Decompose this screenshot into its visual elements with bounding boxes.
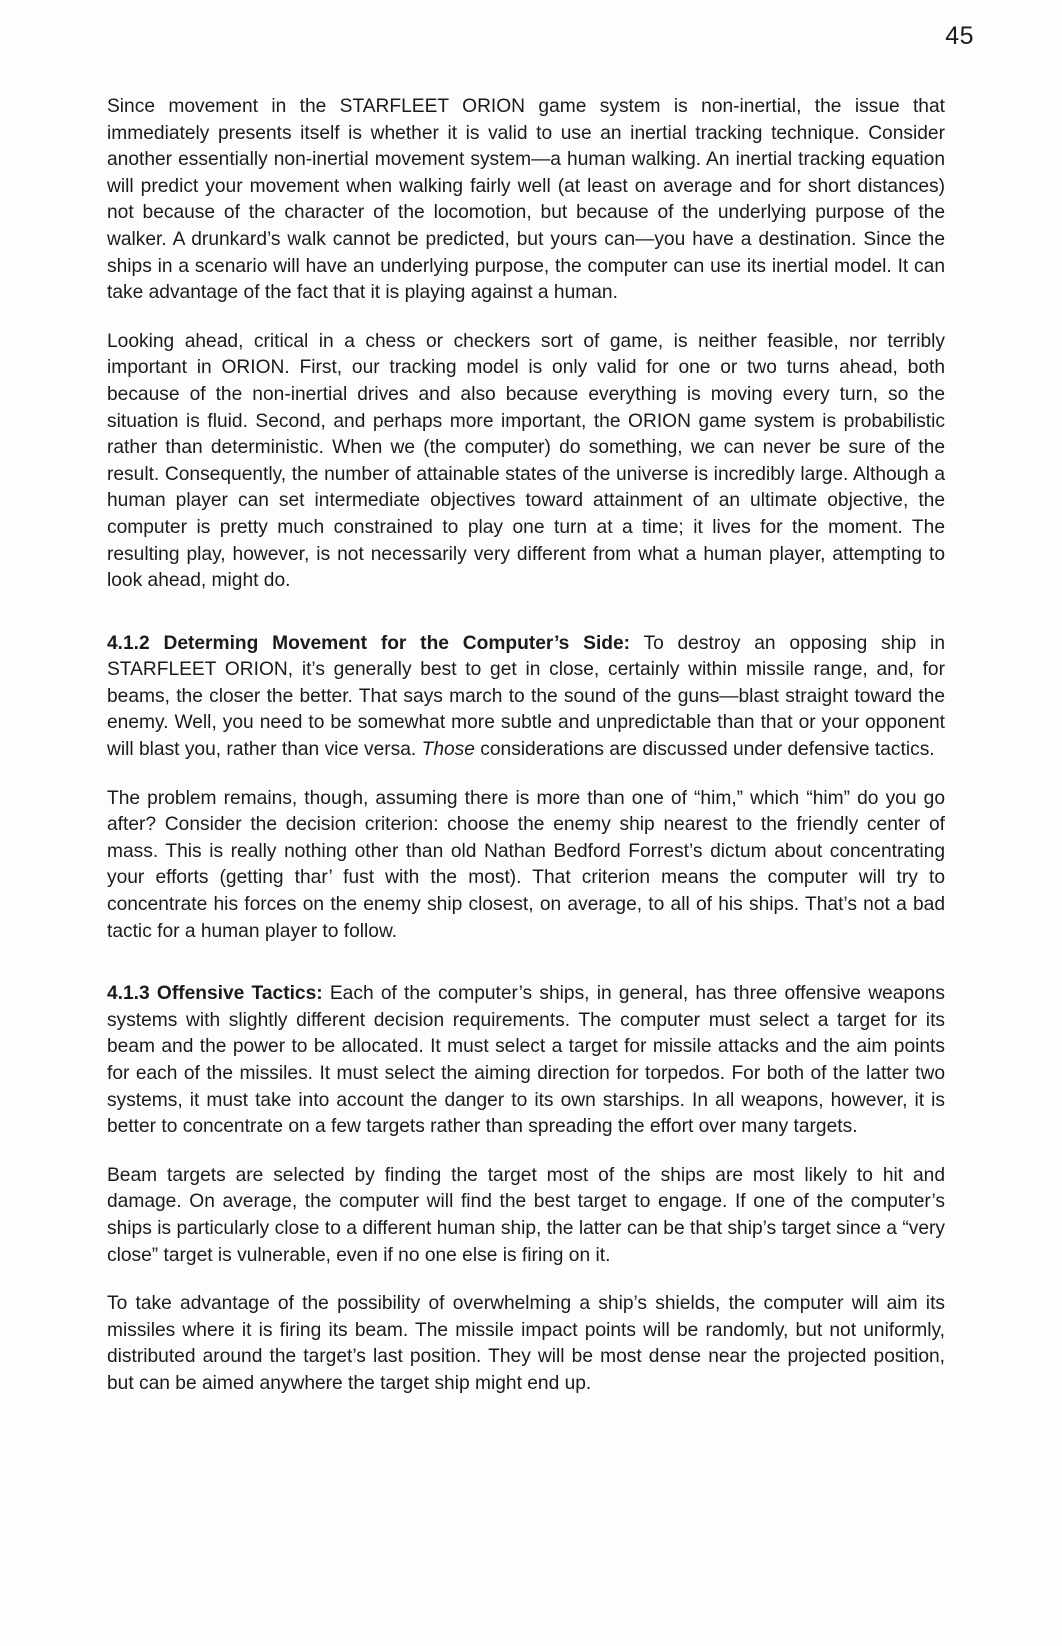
paragraph-text: Looking ahead, critical in a chess or checkers sort of game, is neither feasible, nor terribly important in ORION. First, our tracking model is only valid for one or two turns ahead, both because of the non-inertial drives and also because everything is moving every turn, so the situation is fluid. Second, and perhaps more important, the ORION game system is probabilistic rather than deterministic. When we (the computer) do something, we can never be sure of the result. Consequently, the number of attainable states of the universe is incredibly large. Although a human player can set intermediate objectives toward attainment of an ultimate objective, the computer is pretty much constrained to play one turn at a time; it lives for the moment. The resulting play, however, is not necessarily very different from what a human player, attempting to look ahead, might do. bbox=[107, 330, 945, 592]
page-number: 45 bbox=[945, 22, 974, 50]
paragraph-missiles bbox=[107, 1291, 945, 1397]
paragraph-text-continued: considerations are discussed under defensive tactics. bbox=[474, 739, 935, 761]
page-body bbox=[107, 94, 945, 1398]
paragraph-beam-targets bbox=[107, 1163, 945, 1269]
section-4-1-2 bbox=[107, 631, 945, 764]
paragraph-text: Each of the computer’s ships, in general, has three offensive weapons systems with slightly different decision requirements. The computer must select a target for its beam and the power to be allocated. It must select a target for missile attacks and the aim points for each of the missiles. It must select the aiming direction for torpedos. For both of the latter two systems, it must take into account the danger to its own starships. In all weapons, however, it is better to concentrate on a few targets rather than spreading the effort over many targets. bbox=[107, 983, 946, 1138]
section-heading: 4.1.3 Offensive Tactics: bbox=[107, 983, 323, 1005]
section-4-1-3 bbox=[107, 981, 945, 1141]
emphasized-word: Those bbox=[421, 739, 475, 761]
paragraph-text: The problem remains, though, assuming there is more than one of “him,” which “him” do you go after? Consider the decision criterion: choose the enemy ship nearest to the friendly center of mass. This is really nothing other than old Nathan Bedford Forrest’s dictum about concentrating your efforts (getting thar’ fust with the most). That criterion means the computer will try to concentrate his forces on the enemy ship closest, on average, to all of his ships. That’s not a bad tactic for a human player to follow. bbox=[107, 787, 945, 942]
paragraph-text: To take advantage of the possibility of overwhelming a ship’s shields, the computer will aim its missiles where it is firing its beam. The missile impact points will be randomly, but not uniformly, distributed around the target’s last position. They will be most dense near the projected position, but can be aimed anywhere the target ship might end up. bbox=[107, 1293, 945, 1394]
paragraph-text: Since movement in the STARFLEET ORION game system is non-inertial, the issue that immediately presents itself is whether it is valid to use an inertial tracking technique. Consider another essentially non-inertial movement system—a human walking. An inertial tracking equation will predict your movement when walking fairly well (at least on average and for short distances) not because of the character of the locomotion, but because of the underlying purpose of the walker. A drunkard’s walk cannot be predicted, but yours can—you have a destination. Since the ships in a scenario will have an underlying purpose, the computer can use its inertial model. It can take advantage of the fact that it is playing against a human. bbox=[107, 96, 945, 304]
paragraph-inertial-tracking bbox=[107, 94, 945, 307]
section-heading: 4.1.2 Determing Movement for the Computer’s Side: bbox=[107, 632, 631, 654]
paragraph-text: Beam targets are selected by finding the target most of the ships are most likely to hit and damage. On average, the computer will find the best target to engage. If one of the computer’s ships is particularly close to a different human ship, the latter can be that ship’s target since a “very close” target is vulnerable, even if no one else is firing on it. bbox=[107, 1164, 945, 1266]
paragraph-which-him bbox=[107, 786, 945, 946]
paragraph-text: To destroy an opposing ship in STARFLEET ORION, it’s generally best to get in close, certainly within missile range, and, for beams, the closer the better. That says march to the sound of the guns—blast straight toward the enemy. Well, you need to be somewhat more subtle and unpredictable than that or your opponent will blast you, rather than vice versa. bbox=[107, 632, 945, 761]
paragraph-looking-ahead bbox=[107, 329, 945, 595]
